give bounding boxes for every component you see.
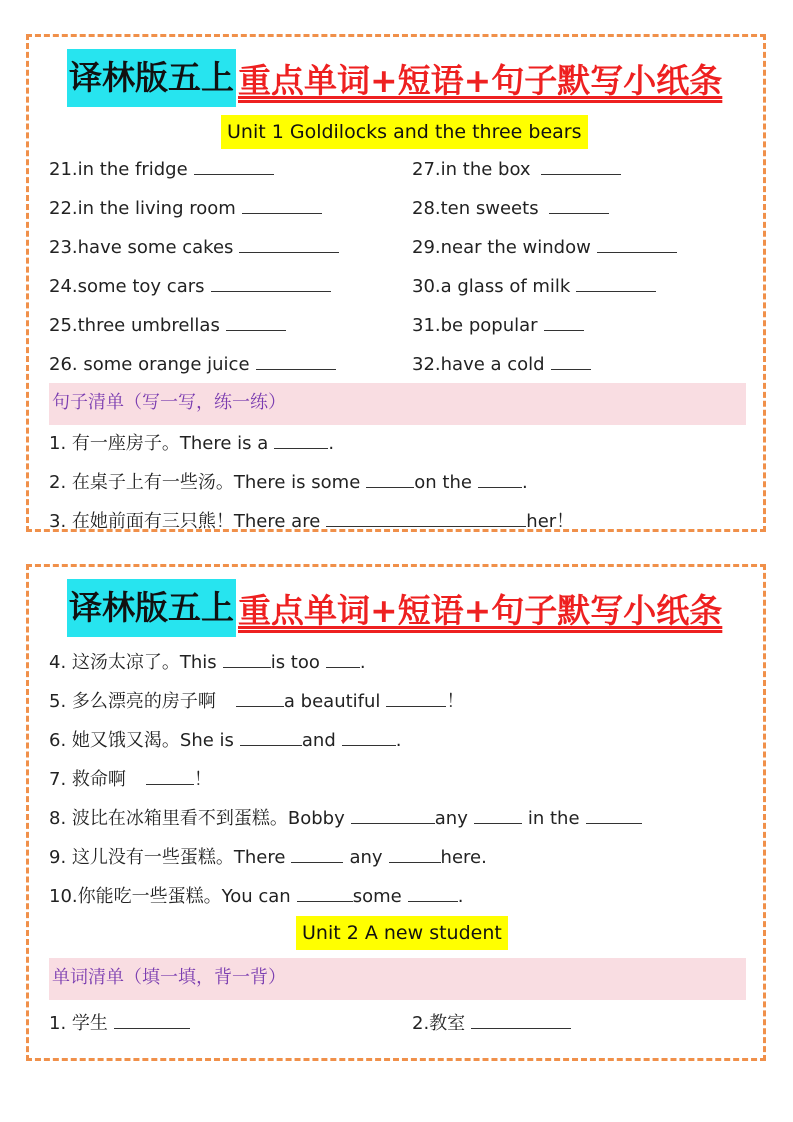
blank-line[interactable] [389, 861, 441, 863]
sentence-9 [49, 843, 487, 869]
sentence-text: her！ [526, 511, 575, 532]
title-text: 重点单词+短语+句子默写小纸条 [238, 590, 723, 630]
word-2 [412, 1009, 571, 1035]
phrase-22 [49, 198, 322, 219]
worksheet-card-2 [26, 564, 766, 1061]
section-label: 单词清单（填一填，背一背） [52, 967, 286, 988]
sentence-text: . [395, 730, 402, 751]
phrase-text: 31.be popular [412, 315, 538, 336]
blank-line[interactable] [597, 251, 677, 253]
sentence-text: some [352, 886, 402, 907]
sentence-text: ！ [193, 769, 212, 790]
sentence-text: 5. 多么漂亮的房子啊 [49, 691, 216, 712]
blank-line[interactable] [544, 329, 584, 331]
blank-line[interactable] [408, 900, 458, 902]
blank-line[interactable] [291, 861, 343, 863]
sentence-text: and [301, 730, 336, 751]
sentence-text: here. [440, 847, 487, 868]
blank-line[interactable] [342, 744, 396, 746]
phrase-text: 21.in the fridge [49, 159, 188, 180]
sentence-3 [49, 507, 574, 533]
phrase-text: 23.have some cakes [49, 237, 234, 258]
blank-line[interactable] [223, 666, 271, 668]
phrase-23 [49, 237, 339, 258]
blank-line[interactable] [541, 173, 621, 175]
phrase-text: 32.have a cold [412, 354, 545, 375]
sentence-text: 9. 这儿没有一些蛋糕。There [49, 847, 286, 868]
word-text: 1. 学生 [49, 1013, 108, 1034]
sentence-text: 6. 她又饿又渴。She is [49, 730, 234, 751]
phrase-text: 27.in the box [412, 159, 531, 180]
phrase-30 [412, 276, 656, 297]
sentence-text: on the [414, 472, 472, 493]
title-brand-highlight: 译林版五上 [67, 49, 236, 107]
blank-line[interactable] [549, 212, 609, 214]
sentence-text: 10.你能吃一些蛋糕。You can [49, 886, 291, 907]
phrase-26 [49, 354, 336, 375]
unit-heading: Unit 1 Goldilocks and the three bears [221, 115, 588, 149]
phrase-text: 24.some toy cars [49, 276, 205, 297]
phrase-29 [412, 237, 677, 258]
sentence-text: . [328, 433, 335, 454]
blank-line[interactable] [474, 822, 522, 824]
blank-line[interactable] [297, 900, 353, 902]
sentence-text: . [457, 886, 464, 907]
phrase-32 [412, 354, 591, 375]
worksheet-card-1 [26, 34, 766, 532]
phrase-25 [49, 315, 286, 336]
title-text: 重点单词+短语+句子默写小纸条 [238, 60, 723, 100]
section-band-words [49, 958, 746, 1000]
phrase-text: 28.ten sweets [412, 198, 539, 219]
blank-line[interactable] [242, 212, 322, 214]
sentence-1 [49, 429, 334, 455]
blank-line[interactable] [239, 251, 339, 253]
sentence-text: any [434, 808, 468, 829]
section-label: 句子清单（写一写，练一练） [52, 392, 286, 413]
worksheet-title [67, 49, 722, 107]
sentence-8 [49, 804, 642, 830]
sentence-text: 4. 这汤太凉了。This [49, 652, 217, 673]
worksheet-title [67, 579, 722, 637]
blank-line[interactable] [326, 525, 526, 527]
sentence-text: in the [527, 808, 580, 829]
blank-line[interactable] [551, 368, 591, 370]
sentence-text: 8. 波比在冰箱里看不到蛋糕。Bobby [49, 808, 345, 829]
blank-line[interactable] [240, 744, 302, 746]
sentence-text: 7. 救命啊 [49, 769, 126, 790]
phrase-31 [412, 315, 584, 336]
sentence-text: 2. 在桌子上有一些汤。There is some [49, 472, 361, 493]
section-band-sentences [49, 383, 746, 425]
blank-line[interactable] [114, 1027, 190, 1029]
blank-line[interactable] [478, 486, 522, 488]
sentence-7 [49, 765, 212, 791]
phrase-text: 22.in the living room [49, 198, 236, 219]
unit-heading: Unit 2 A new student [296, 916, 508, 950]
blank-line[interactable] [576, 290, 656, 292]
blank-line[interactable] [226, 329, 286, 331]
sentence-text: any [349, 847, 383, 868]
phrase-text: 29.near the window [412, 237, 591, 258]
sentence-6 [49, 726, 402, 752]
phrase-24 [49, 276, 331, 297]
blank-line[interactable] [351, 822, 435, 824]
phrase-text: 26. some orange juice [49, 354, 250, 375]
blank-line[interactable] [236, 705, 284, 707]
sentence-2 [49, 468, 528, 494]
sentence-4 [49, 648, 366, 674]
sentence-text: . [359, 652, 366, 673]
sentence-text: 1. 有一座房子。There is a [49, 433, 269, 454]
blank-line[interactable] [471, 1027, 571, 1029]
phrase-21 [49, 159, 274, 180]
sentence-text: 3. 在她前面有三只熊！There are [49, 511, 321, 532]
title-brand-highlight: 译林版五上 [67, 579, 236, 637]
blank-line[interactable] [211, 290, 331, 292]
phrase-28 [412, 198, 609, 219]
blank-line[interactable] [366, 486, 414, 488]
sentence-text: is too [270, 652, 320, 673]
phrase-text: 25.three umbrellas [49, 315, 220, 336]
sentence-text: a beautiful [283, 691, 381, 712]
word-1 [49, 1009, 190, 1035]
blank-line[interactable] [146, 783, 194, 785]
blank-line[interactable] [386, 705, 446, 707]
blank-line[interactable] [256, 368, 336, 370]
sentence-text: ！ [446, 691, 465, 712]
blank-line[interactable] [586, 822, 642, 824]
sentence-text: . [521, 472, 528, 493]
blank-line[interactable] [274, 447, 328, 449]
blank-line[interactable] [326, 666, 360, 668]
word-text: 2.教室 [412, 1013, 466, 1034]
phrase-text: 30.a glass of milk [412, 276, 571, 297]
blank-line[interactable] [194, 173, 274, 175]
sentence-10 [49, 882, 463, 908]
sentence-5 [49, 687, 464, 713]
phrase-27 [412, 159, 621, 180]
